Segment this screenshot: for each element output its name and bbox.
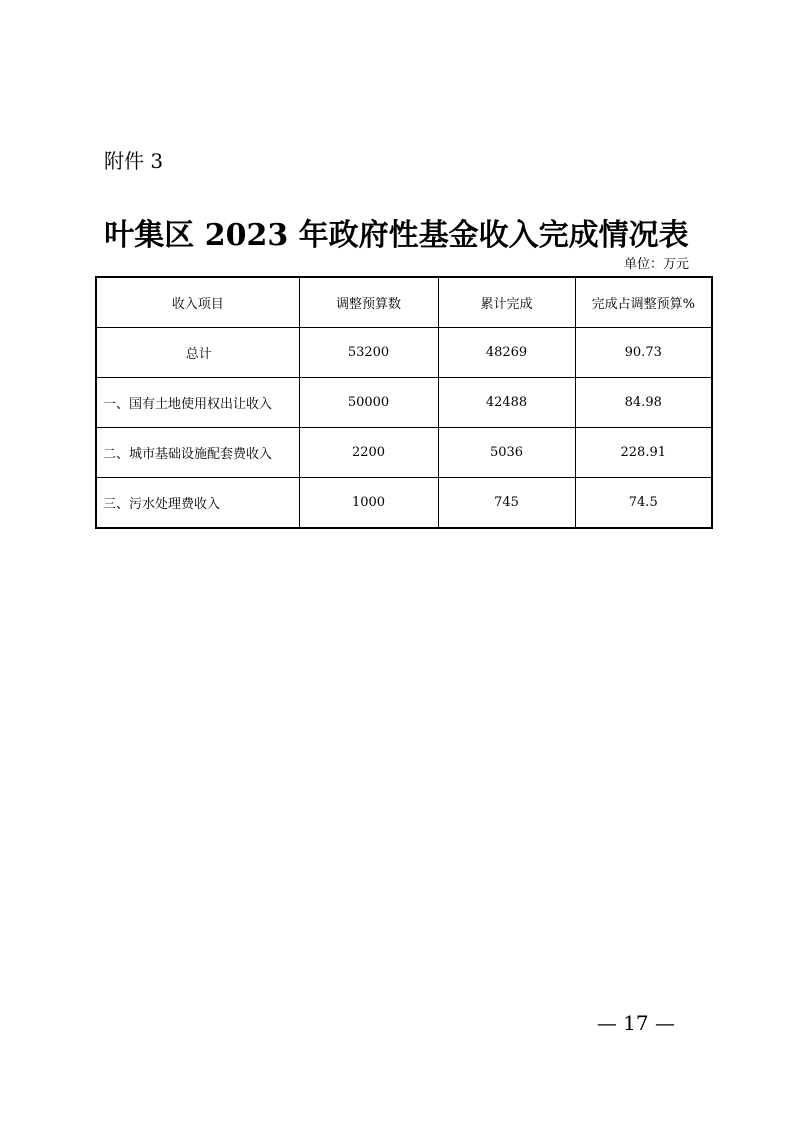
- header-item: 收入项目: [96, 277, 299, 328]
- row-completion-rate: 90.73: [575, 328, 712, 378]
- row-cumulative-completed: 745: [438, 478, 575, 529]
- unit-label: 单位：万元: [623, 257, 689, 272]
- row-adjusted-budget: 1000: [299, 478, 438, 529]
- page-number: [0, 1011, 793, 1035]
- row-adjusted-budget: 53200: [299, 328, 438, 378]
- page-number-text: — 17 —: [596, 1011, 675, 1035]
- header-completion-rate: 完成占调整预算%: [575, 277, 712, 328]
- row-completion-rate: 84.98: [575, 378, 712, 428]
- document-title: 叶集区 2023 年政府性基金收入完成情况表: [104, 218, 689, 253]
- table-row: [96, 378, 712, 428]
- row-adjusted-budget: 2200: [299, 428, 438, 478]
- table-header-row: [96, 277, 712, 328]
- header-adjusted-budget: 调整预算数: [299, 277, 438, 328]
- table-row: [96, 328, 712, 378]
- row-completion-rate: 228.91: [575, 428, 712, 478]
- row-adjusted-budget: 50000: [299, 378, 438, 428]
- header-cumulative-completed: 累计完成: [438, 277, 575, 328]
- row-item-name: 总计: [96, 328, 299, 378]
- attachment-label: 附件 3: [104, 149, 164, 173]
- row-completion-rate: 74.5: [575, 478, 712, 529]
- row-item-name: 三、污水处理费收入: [96, 478, 299, 529]
- table-row: [96, 428, 712, 478]
- row-item-name: 一、国有土地使用权出让收入: [96, 378, 299, 428]
- revenue-table: [95, 276, 713, 529]
- row-cumulative-completed: 5036: [438, 428, 575, 478]
- row-cumulative-completed: 42488: [438, 378, 575, 428]
- row-cumulative-completed: 48269: [438, 328, 575, 378]
- row-item-name: 二、城市基础设施配套费收入: [96, 428, 299, 478]
- table-row: [96, 478, 712, 529]
